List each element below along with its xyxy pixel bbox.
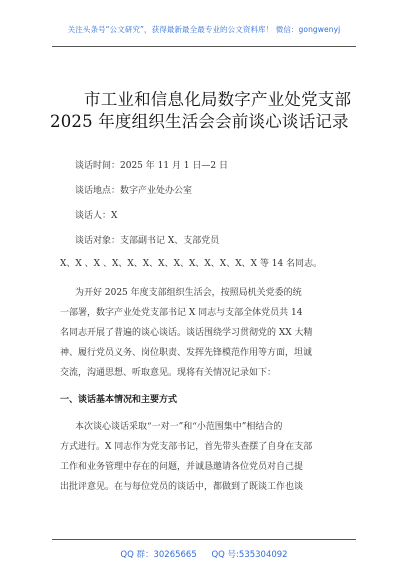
promo-banner: 关注头条号“公文研究”，获得最新最全最专业的公文资料库！ 微信：gongwenyj [67,25,341,34]
footer-qq-number: QQ 号:535304092 [211,550,288,560]
paragraph-line: 本次谈心谈话采取“一对一”和“小范围集中”相结合的 [75,422,283,432]
paragraph-line: 方式进行。X 同志作为党支部书记，首先带头查摆了自身在支部 [60,442,313,452]
paragraph-line: 神、履行党员义务、岗位职责、发挥先锋模范作用等方面，坦诚 [60,348,313,358]
meta-time: 谈话时间：2025 年 11 月 1 日—2 日 [75,161,228,171]
paragraph-line: 工作和业务管理中存在的问题，并诚恳邀请各位党员对自己提 [60,462,304,472]
paragraph-line: 出批评意见。在与每位党员的谈话中，都做到了既谈工作也谈 [60,482,304,492]
meta-target: 谈话对象：支部副书记 X、支部党员 [75,236,220,246]
paragraph-line: 为开好 2025 年度支部组织生活会，按照局机关党委的统 [75,288,302,298]
header-rule [52,46,356,47]
meta-person: 谈话人：X [75,211,118,221]
footer [0,548,408,560]
document-title-line-1: 市工业和信息化局数字产业处党支部 [84,90,352,109]
section-heading: 一、谈话基本情况和主要方式 [60,395,178,405]
document-title-line-2: 2025 年度组织生活会会前谈心谈话记录 [50,112,349,131]
paragraph-line: 名同志开展了普遍的谈心谈话。谈话围绕学习贯彻党的 XX 大精 [60,328,313,338]
footer-rule [52,539,356,540]
paragraph-line: 一部署，数字产业处党支部书记 X 同志与支部全体党员共 14 [60,308,303,318]
meta-place: 谈话地点：数字产业处办公室 [75,186,193,196]
meta-target-list: X、X 、X 、X、X、X、X、X、X、X、X、X、X 等 14 名同志。 [60,259,323,269]
footer-qq-group: QQ 群：30265665 [120,550,197,560]
paragraph-line: 交流，沟通思想、听取意见。现将有关情况记录如下： [60,368,277,378]
